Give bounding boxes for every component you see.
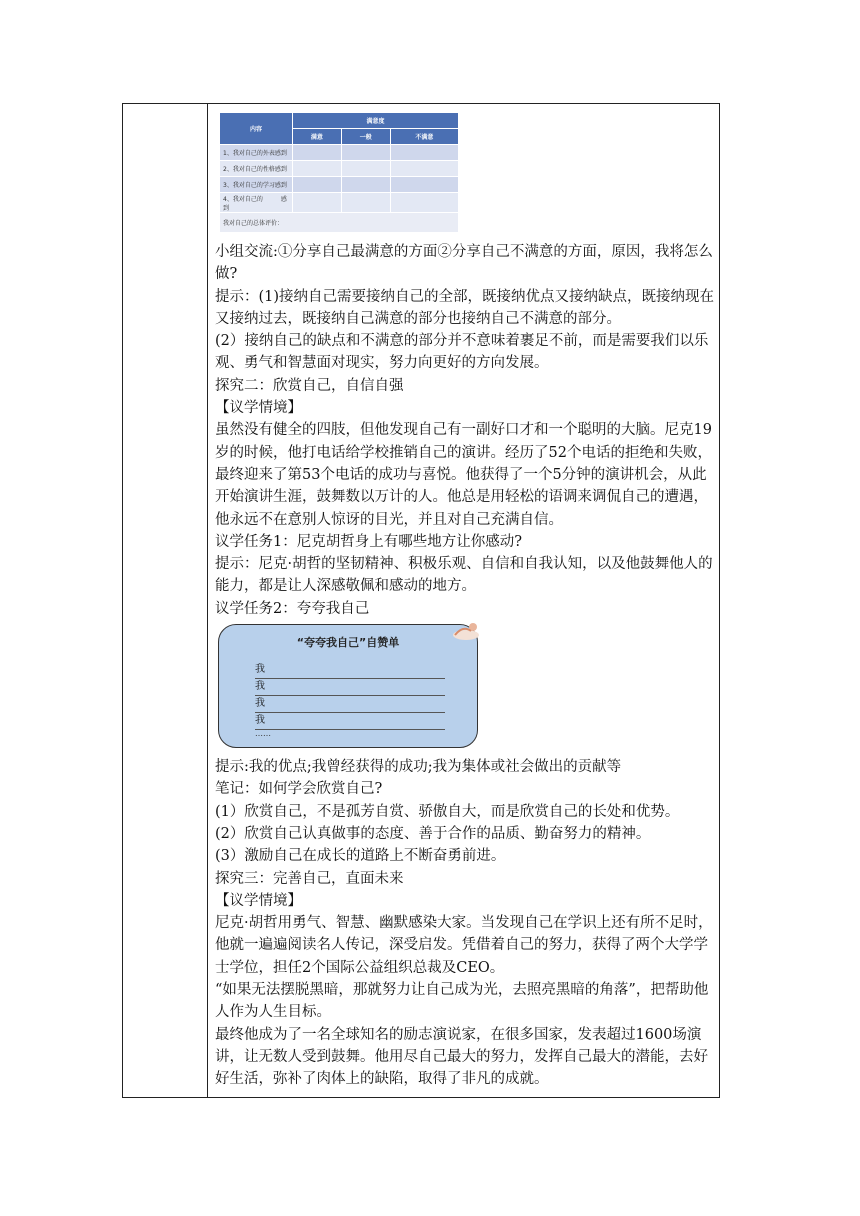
context-heading: 【议学情境】	[215, 400, 302, 417]
group-discussion: 小组交流:①分享自己最满意的方面②分享自己不满意的方面，原因，我将怎么做?	[215, 244, 713, 283]
survey-row	[220, 145, 459, 161]
survey-overall-label: 我对自己的总体评价：	[220, 213, 459, 233]
survey-level: 一般	[341, 129, 390, 145]
survey-header-content: 内容	[220, 113, 293, 145]
survey-row-label: 1、我对自己的外表感到	[220, 145, 293, 161]
praise-sheet-title: “夸夸我自己”自赞单	[296, 636, 400, 650]
praise-line: 我	[255, 713, 445, 730]
praise-line: 我	[255, 679, 445, 696]
hint-text: 提示：(1)接纳自己需要接纳自己的全部，既接纳优点又接纳缺点，既接纳现在又接纳过去，既接纳自己满意的部分也接纳自己不满意的部分。	[215, 288, 715, 327]
quote-paragraph: “如果无法摆脱黑暗，那就努力让自己成为光，去照亮黑暗的角落”，把帮助他人作为人生目标。	[215, 982, 709, 1021]
column-divider	[207, 103, 208, 1098]
lesson-content	[215, 112, 715, 1091]
survey-row-label: 4、我对自己的 感到	[220, 193, 293, 213]
hint-text: (2）接纳自己的缺点和不满意的部分并不意味着裹足不前，而是需要我们以乐观、勇气和智慧面对现实，努力向更好的方向发展。	[215, 333, 709, 372]
praise-more: ……	[255, 729, 271, 739]
survey-row-label: 2、我对自己的性格感到	[220, 161, 293, 177]
context-heading: 【议学情境】	[215, 892, 302, 909]
hint-text: 提示：尼克·胡哲的坚韧精神、积极乐观、自信和自我认知，以及他鼓舞他人的能力，都是让人深感敬佩和感动的地方。	[215, 556, 713, 595]
section-heading: 探究二：欣赏自己，自信自强	[215, 377, 404, 394]
praise-line: 我	[255, 662, 445, 679]
hint-text: 提示:我的优点;我曾经获得的成功;我为集体或社会做出的贡献等	[215, 759, 622, 776]
notes-heading: 笔记：如何学会欣赏自己?	[215, 781, 383, 798]
survey-row-label: 3、我对自己的学习感到	[220, 177, 293, 193]
praise-line: 我	[255, 696, 445, 713]
survey-header-satisfaction: 满意度	[293, 113, 459, 129]
notes-item: (3）激励自己在成长的道路上不断奋勇前进。	[215, 848, 506, 865]
task-question: 议学任务1：尼克胡哲身上有哪些地方让你感动?	[215, 533, 522, 550]
section-heading: 探究三：完善自己，直面未来	[215, 870, 404, 887]
survey-row	[220, 161, 459, 177]
story-paragraph: 最终他成为了一名全球知名的励志演说家，在很多国家，发表超过1600场演讲，让无数人受到鼓舞。他用尽自己最大的努力，发挥自己最大的潜能，去好好生活，弥补了肉体上的缺陷，取得了非凡的成就。	[215, 1026, 708, 1088]
survey-level: 满意	[293, 129, 342, 145]
notes-item: (1）欣赏自己，不是孤芳自赏、骄傲自大，而是欣赏自己的长处和优势。	[215, 803, 680, 820]
survey-overall-row	[220, 213, 459, 233]
story-paragraph: 虽然没有健全的四肢，但他发现自己有一副好口才和一个聪明的大脑。尼克19岁的时候，他打电话给学校推销自己的演讲。经历了52个电话的拒绝和失败，最终迎来了第53个电话的成功与喜悦。他获得了一个5分钟的演讲机会，从此开始演讲生涯，鼓舞数以万计的人。他总是用轻松的语调来调侃自己的遭遇，他永远不在意别人惊讶的目光，并且对自己充满自信。	[215, 422, 712, 528]
story-paragraph: 尼克·胡哲用勇气、智慧、幽默感染大家。当发现自己在学识上还有所不足时，他就一遍遍阅读名人传记，深受启发。凭借着自己的努力，获得了两个大学学士学位，担任2个国际公益组织总裁及CEO。	[215, 915, 713, 976]
task-question: 议学任务2：夸夸我自己	[215, 600, 370, 617]
notes-item: (2）欣赏自己认真做事的态度、善于合作的品质、勤奋努力的精神。	[215, 825, 651, 842]
praise-sheet-card	[218, 624, 478, 748]
self-satisfaction-survey	[219, 112, 459, 233]
survey-row	[220, 177, 459, 193]
survey-row	[220, 193, 459, 213]
survey-level: 不满意	[390, 129, 458, 145]
